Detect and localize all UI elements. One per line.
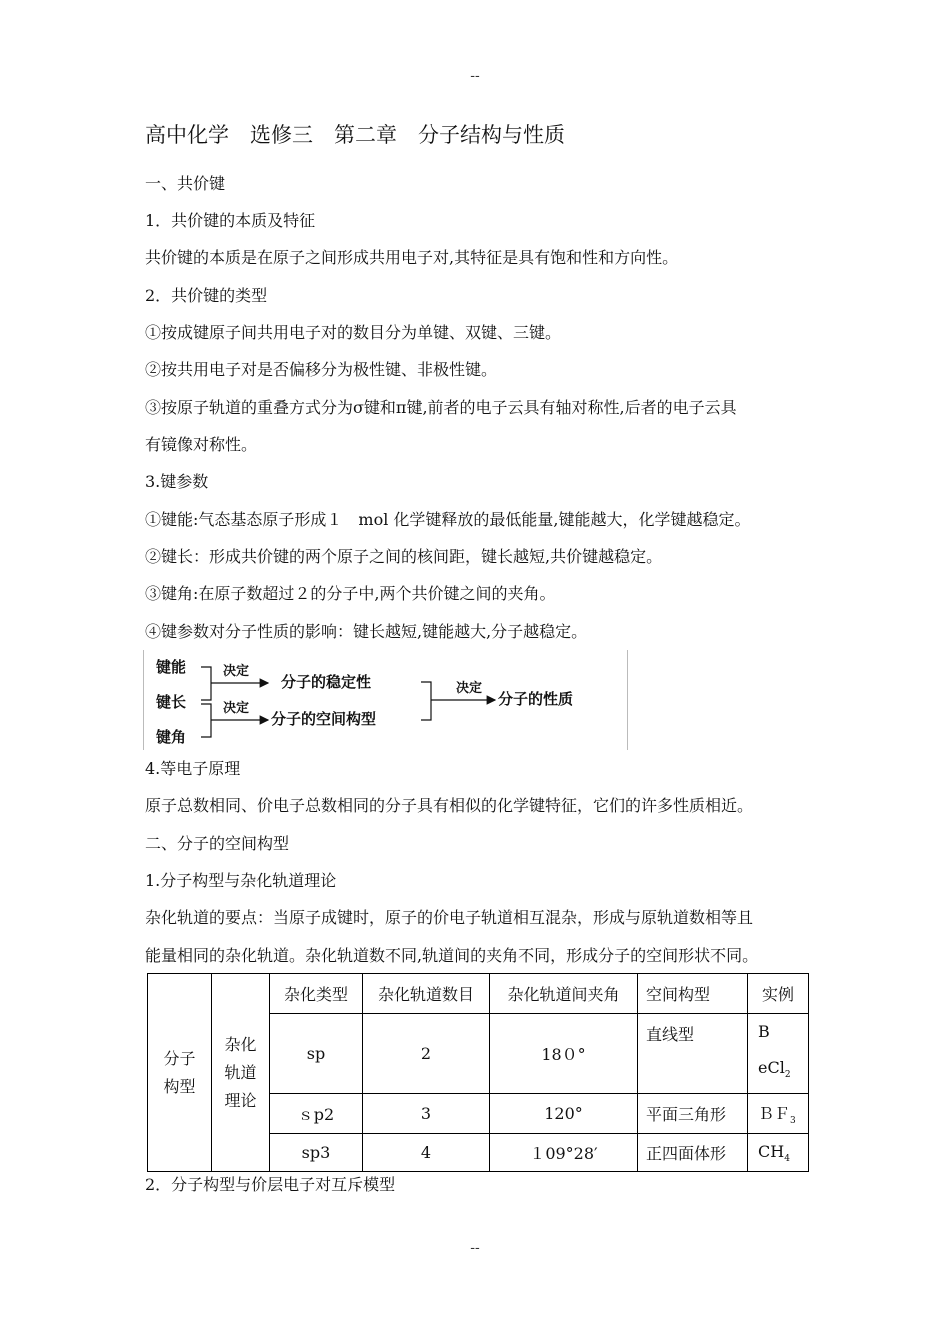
- table-row-header: [148, 974, 212, 1172]
- table-cell-type: sp3: [270, 1134, 363, 1172]
- diagram-item-bond-energy: 键能: [156, 658, 187, 676]
- bracket-lower: [201, 704, 211, 737]
- list-item: ①按成键原子间共用电子对的数目分为单键、双键、三键。: [145, 323, 562, 342]
- paragraph-continued: 能量相同的杂化轨道。杂化轨道数不同,轨道间的夹角不同，形成分子的空间形状不同。: [145, 946, 759, 965]
- table-sub-header: [212, 974, 270, 1172]
- table-column-header: 杂化类型: [270, 974, 363, 1014]
- diagram-left-border: [143, 650, 144, 750]
- table-cell-type: ｓp2: [270, 1094, 363, 1134]
- table-cell-example: [748, 1134, 809, 1172]
- diagram-spatial-structure: 分子的空间构型: [271, 710, 377, 728]
- table-cell-count: 4: [363, 1134, 490, 1172]
- example-subscript: 3: [790, 1116, 796, 1127]
- list-item: ③按原子轨道的重叠方式分为σ键和π键,前者的电子云具有轴对称性,后者的电子云具: [145, 398, 737, 417]
- list-item: ③键角:在原子数超过２的分子中,两个共价键之间的夹角。: [145, 584, 556, 603]
- list-item: ②键长：形成共价键的两个原子之间的核间距，键长越短,共价键越稳定。: [145, 547, 663, 566]
- list-item: ④键参数对分子性质的影响：键长越短,键能越大,分子越稳定。: [145, 622, 588, 641]
- list-item: ②按共用电子对是否偏移分为极性键、非极性键。: [145, 360, 498, 379]
- bond-parameter-diagram: [143, 650, 628, 750]
- table-row-header-line: 分子: [163, 1048, 196, 1068]
- example-formula-continued: [758, 1050, 808, 1093]
- list-item: ①键能:气态基态原子形成１ mol 化学键释放的最低能量,键能越大，化学键越稳定。: [145, 510, 751, 529]
- subsection-heading: 2．共价键的类型: [145, 286, 268, 305]
- example-formula: ＢＦ: [758, 1104, 791, 1124]
- diagram-molecular-properties: 分子的性质: [498, 690, 574, 708]
- diagram-item-bond-angle: 键角: [156, 728, 187, 746]
- table-cell-shape: 直线型: [638, 1014, 748, 1094]
- page-title: 高中化学 选修三 第二章 分子结构与性质: [145, 123, 565, 147]
- example-subscript: 2: [784, 1070, 791, 1081]
- paragraph: 原子总数相同、价电子总数相同的分子具有相似的化学键特征，它们的许多性质相近。: [145, 796, 754, 815]
- list-item-continued: 有镜像对称性。: [145, 435, 258, 454]
- page-mark-bottom: --: [470, 1240, 480, 1256]
- table-cell-shape: 正四面体形: [638, 1134, 748, 1172]
- arrow-label-upper: 决定: [223, 664, 250, 679]
- bracket-right: [421, 682, 431, 720]
- diagram-item-bond-length: 键长: [156, 693, 187, 711]
- diagram-right-border: [627, 650, 628, 750]
- bracket-upper: [201, 667, 211, 700]
- example-formula-text: eCl: [758, 1058, 785, 1077]
- arrow-label-right: 决定: [456, 681, 483, 696]
- table-cell-example: [748, 1014, 809, 1094]
- table-cell-count: 2: [363, 1014, 490, 1094]
- paragraph: 杂化轨道的要点：当原子成键时，原子的价电子轨道相互混杂，形成与原轨道数相等且: [145, 908, 754, 927]
- table-column-header: 杂化轨道数目: [363, 974, 490, 1014]
- table-row-header-line: 构型: [163, 1076, 196, 1096]
- subsection-heading: 2．分子构型与价层电子对互斥模型: [145, 1175, 396, 1194]
- subsection-heading: 1.分子构型与杂化轨道理论: [145, 871, 337, 890]
- table-sub-header-line: 轨道: [224, 1062, 257, 1082]
- diagram-stability: 分子的稳定性: [281, 673, 372, 691]
- table-cell-shape: 平面三角形: [638, 1094, 748, 1134]
- table-cell-angle: １09°28′: [490, 1134, 638, 1172]
- paragraph: 共价键的本质是在原子之间形成共用电子对,其特征是具有饱和性和方向性。: [145, 248, 679, 267]
- table-cell-angle: 18０°: [490, 1014, 638, 1094]
- subsection-heading: 1．共价键的本质及特征: [145, 211, 316, 230]
- example-subscript: 4: [784, 1153, 790, 1164]
- table-column-header: 实例: [748, 974, 809, 1014]
- table-sub-header-line: 理论: [224, 1090, 257, 1110]
- table-cell-example: [748, 1094, 809, 1134]
- table-cell-angle: 120°: [490, 1094, 638, 1134]
- arrow-label-lower: 决定: [223, 701, 250, 716]
- table-cell-type: sp: [270, 1014, 363, 1094]
- page-mark-top: --: [470, 68, 480, 84]
- table-column-header: 空间构型: [638, 974, 748, 1014]
- table-sub-header-line: 杂化: [224, 1034, 257, 1054]
- hybridization-table: [147, 973, 809, 1172]
- section-heading: 一、共价键: [145, 174, 226, 193]
- example-formula: CH: [758, 1141, 785, 1161]
- subsection-heading: 3.键参数: [145, 472, 209, 491]
- example-formula: B: [758, 1022, 770, 1041]
- subsection-heading: 4.等电子原理: [145, 759, 241, 778]
- section-heading: 二、分子的空间构型: [145, 834, 290, 853]
- table-column-header: 杂化轨道间夹角: [490, 974, 638, 1014]
- table-cell-count: 3: [363, 1094, 490, 1134]
